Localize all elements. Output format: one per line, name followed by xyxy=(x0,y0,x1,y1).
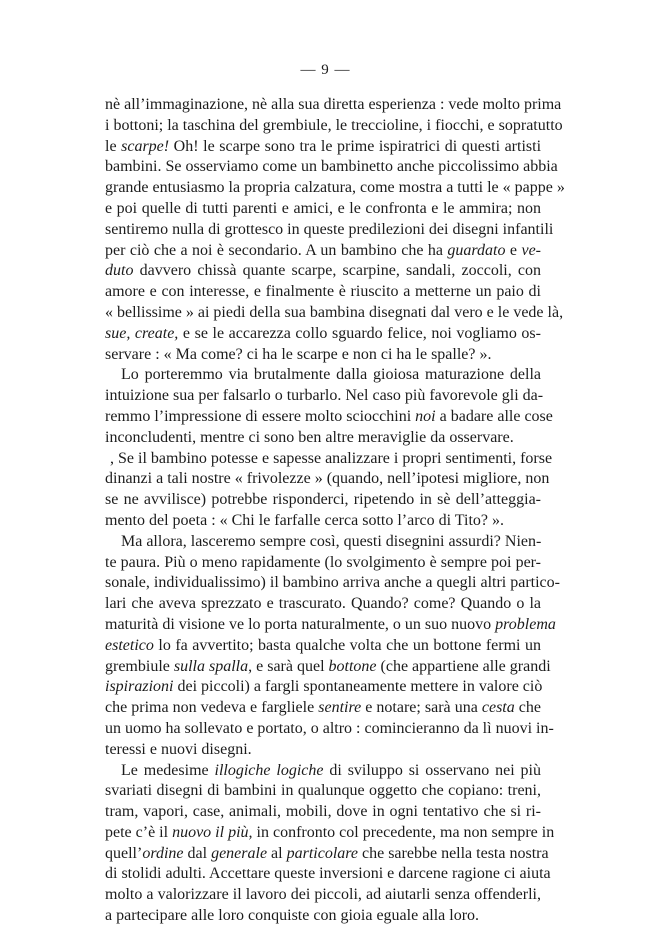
italic-text: ordine xyxy=(142,844,184,862)
text-segment: un uomo ha sollevato e portato, o altro : comincieranno da lì nuovi in- xyxy=(105,719,554,737)
text-line xyxy=(105,740,541,761)
text-segment: e notare; sarà una xyxy=(361,699,482,717)
text-segment: sonale, individualissimo) il bambino arriva anche a quegli altri partico- xyxy=(105,574,560,592)
italic-text: estetico xyxy=(105,636,154,654)
italic-text: sentire xyxy=(318,699,362,717)
text-line xyxy=(105,469,550,490)
text-line xyxy=(105,345,541,366)
text-segment: servare : « Ma come? ci ha le scarpe e non ci ha le spalle? ». xyxy=(105,345,492,363)
text-line xyxy=(105,116,563,137)
text-segment: di sviluppo si osservano nei più xyxy=(323,761,541,779)
text-segment: grembiule xyxy=(105,657,174,675)
text-segment: Lo porteremmo via brutalmente dalla gioiosa maturazione della xyxy=(121,366,541,384)
italic-text: nuovo il più, xyxy=(172,823,253,841)
text-segment: se ne avvilisce) potrebbe risponderci, ripetendo in sè dell’atteggia- xyxy=(105,491,541,509)
text-line xyxy=(105,199,541,220)
text-line xyxy=(105,386,544,407)
text-segment: Le medesime xyxy=(121,761,215,779)
text-line xyxy=(105,532,541,553)
text-segment: al xyxy=(267,844,287,862)
text-line xyxy=(105,781,541,802)
text-segment: a partecipare alle loro conquiste con gioia eguale alla loro. xyxy=(105,907,480,925)
italic-text: cesta xyxy=(481,699,515,717)
text-segment: mento del poeta : « Chi le farfalle cerca sotto l’arco di Tito? ». xyxy=(105,511,504,529)
text-segment: lari che aveva sprezzato e trascurato. Quando? come? Quando o la xyxy=(105,595,541,613)
text-segment: le xyxy=(105,137,122,155)
italic-text: ispirazioni xyxy=(105,678,174,696)
italic-text: duto xyxy=(105,262,134,280)
italic-text: problema xyxy=(495,615,556,633)
text-segment: « bellissime » ai piedi della sua bambina disegnati dal vero e le vede là, xyxy=(105,303,564,321)
text-segment: teressi e nuovi disegni. xyxy=(105,740,252,758)
text-segment: i bottoni; la taschina del grembiule, le treccioline, i fiocchi, e sopratutto xyxy=(105,116,563,134)
page-number: — 9 — xyxy=(300,62,351,78)
italic-text: scarpe! xyxy=(121,137,170,155)
text-segment: lo fa avvertito; basta qualche volta che un bottone fermi un xyxy=(153,636,541,654)
text-line xyxy=(105,698,541,719)
text-line xyxy=(105,906,541,927)
text-line xyxy=(105,511,541,532)
text-segment: remmo l’impressione di essere molto sciocchini xyxy=(105,407,416,425)
italic-text: bottone xyxy=(328,657,377,675)
text-line xyxy=(105,636,541,657)
text-segment: che sarebbe nella testa nostra xyxy=(358,844,549,862)
text-line xyxy=(105,261,541,282)
text-line xyxy=(105,282,541,303)
text-line xyxy=(105,594,541,615)
text-segment: sentiremo nulla di grottesco in queste predilezioni dei disegni infantili xyxy=(105,220,554,238)
text-segment: svariati disegni di bambini in qualunque oggetto che copiano: treni, xyxy=(105,782,541,800)
text-segment: nè all’immaginazione, nè alla sua diretta esperienza : vede molto prima xyxy=(105,96,562,113)
text-line xyxy=(105,95,562,116)
italic-text: illogiche logiche xyxy=(214,761,324,779)
text-line xyxy=(105,303,564,324)
text-line xyxy=(105,241,541,262)
text-segment: amore e con interesse, e finalmente è riuscito a metterne un paio di xyxy=(105,283,541,301)
text-line xyxy=(105,844,549,865)
italic-text: noi xyxy=(415,407,436,425)
body-text xyxy=(105,95,565,927)
text-segment: per ciò che a noi è secondario. A un bambino che ha xyxy=(105,241,448,259)
italic-text: sulla spalla xyxy=(173,657,249,675)
italic-text: generale xyxy=(211,844,268,862)
text-segment: maturità di visione ve lo porta naturalmente, o un suo nuovo xyxy=(105,615,496,633)
text-segment: in confronto col precedente, ma non sempre in xyxy=(252,823,555,841)
text-line xyxy=(105,885,541,906)
text-segment: e xyxy=(505,241,522,259)
text-segment: molto a valorizzare il lavoro dei piccoli, ad aiutarli senza offenderli, xyxy=(105,886,541,904)
text-segment: che prima non vedeva e fargliele xyxy=(105,699,319,717)
text-line xyxy=(105,407,553,428)
text-segment: a badare alle cose xyxy=(435,407,553,425)
text-segment: te paura. Più o meno rapidamente (lo svolgimento è sempre poi per- xyxy=(105,553,541,571)
italic-text: guardato xyxy=(447,241,506,259)
text-segment: Oh! le scarpe sono tra le prime ispiratrici di questi artisti xyxy=(169,137,542,155)
text-line xyxy=(105,137,541,158)
italic-text: particolare xyxy=(286,844,358,862)
text-segment: pete c’è il xyxy=(105,823,173,841)
text-segment: bambini. Se osserviamo come un bambinetto anche piccolissimo abbia xyxy=(105,158,558,176)
text-segment: , Se il bambino potesse e sapesse analizzare i propri sentimenti, forse xyxy=(110,449,553,467)
text-segment: Ma allora, lasceremo sempre così, questi disegnini assurdi? Nien- xyxy=(121,532,542,550)
text-segment: inconcludenti, mentre ci sono ben altre meraviglie da osservare. xyxy=(105,428,514,446)
text-segment: e poi quelle di tutti parenti e amici, e le confronta e le ammira; non xyxy=(105,199,541,217)
text-line xyxy=(105,428,541,449)
text-segment: dei piccoli) a fargli spontaneamente mettere in valore ciò xyxy=(173,678,543,696)
text-line xyxy=(105,157,558,178)
text-segment: , e sarà quel xyxy=(248,657,329,675)
text-segment: dinanzi a tali nostre « frivolezze » (quando, nell’ipotesi migliore, non xyxy=(105,470,550,488)
text-line xyxy=(105,490,541,511)
text-line xyxy=(105,864,551,885)
text-line xyxy=(105,761,541,782)
text-line xyxy=(105,220,554,241)
italic-text: ve- xyxy=(521,241,541,259)
text-line xyxy=(105,553,541,574)
text-segment: di stolidi adulti. Accettare queste inversioni e darcene ragione ci aiuta xyxy=(105,865,551,883)
text-line xyxy=(105,677,541,698)
text-line xyxy=(105,573,560,594)
text-line xyxy=(105,657,551,678)
text-line xyxy=(105,719,554,740)
text-line xyxy=(105,615,556,636)
text-line xyxy=(105,178,565,199)
text-line xyxy=(105,449,553,470)
text-segment: e se le accarezza collo sguardo felice, noi vogliamo os- xyxy=(178,324,541,342)
text-line xyxy=(105,365,541,386)
text-segment: (che appartiene alle grandi xyxy=(376,657,551,675)
text-line xyxy=(105,324,541,345)
text-segment: davvero chissà quante scarpe, scarpine, sandali, zoccoli, con xyxy=(133,262,541,280)
text-segment: quell’ xyxy=(105,844,143,862)
italic-text: sue, create, xyxy=(105,324,179,342)
text-segment: intuizione sua per falsarlo o turbarlo. Nel caso più favorevole gli da- xyxy=(105,387,544,405)
text-line xyxy=(105,802,541,823)
text-line xyxy=(105,823,555,844)
text-segment: che xyxy=(514,699,542,717)
text-segment: dal xyxy=(183,844,212,862)
text-segment: tram, vapori, case, animali, mobili, dove in ogni tentativo che si ri- xyxy=(105,803,541,821)
text-segment: grande entusiasmo la propria calzatura, come mostra a tutti le « pappe » xyxy=(105,179,565,197)
